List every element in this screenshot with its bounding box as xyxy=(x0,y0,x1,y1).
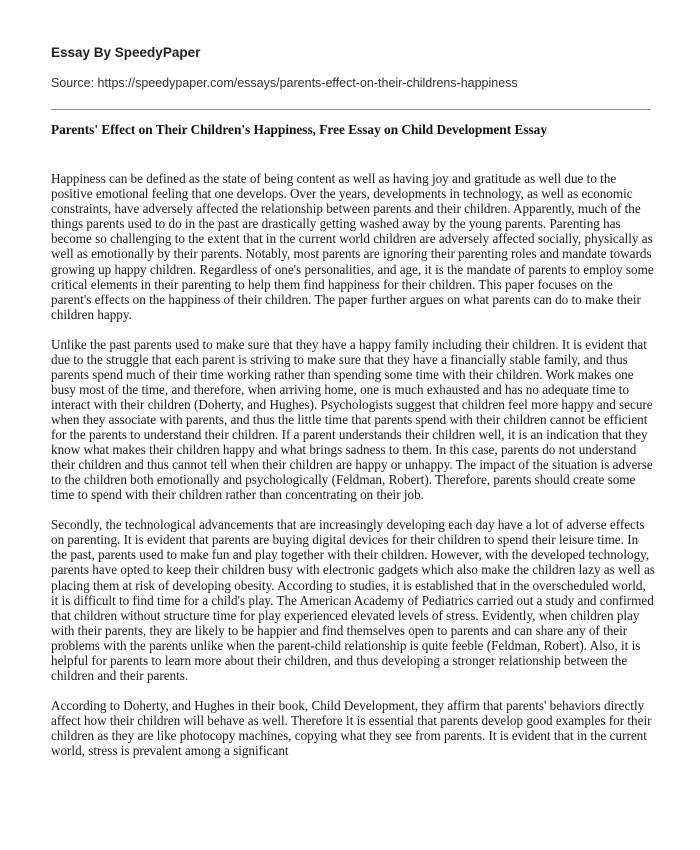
header-divider xyxy=(51,109,651,110)
essay-title: Parents' Effect on Their Children's Happiness, Free Essay on Child Development Essay xyxy=(51,122,547,137)
paragraph-4: According to Doherty, and Hughes in their book, Child Development, they affirm that parents' behaviors directly affect how their children will behave as well. Therefore it is essential that parents develop good examples for their children as they are like photocopy machines, copying what they see from parents. It is evident that in the current world, stress is prevalent among a significant xyxy=(51,697,652,759)
paragraph-3: Secondly, the technological advancements that are increasingly developing each day have a lot of adverse effects on parenting. It is evident that parents are buying digital devices for their children to spend their leisure time. In the past, parents used to make fun and play together with their children. However, with the developed technology, parents have opted to keep their children busy with electronic gadgets which also make the children lazy as well as placing them at risk of developing obesity. According to studies, it is established that in the overscheduled world, it is difficult to find time for a child's play. The American Academy of Pediatrics carried out a study and confirmed that children without structure time for play experienced elevated levels of stress. Evidently, when children play with their parents, they are likely to be happier and find themselves open to parents and can share any of their problems with the parents unlike when the parent-child relationship is quite feeble (Feldman, Robert). Also, it is helpful for parents to learn more about their children, and thus developing a stronger relationship between the children and their parents. xyxy=(51,517,655,684)
brand-heading: Essay By SpeedyPaper xyxy=(51,45,201,60)
paragraph-2: Unlike the past parents used to make sure that they have a happy family including their children. It is evident that due to the struggle that each parent is striving to make sure that they have a financially stable family, and thus parents spend much of their time working rather than spending some time with their children. Work makes one busy most of the time, and therefore, when arriving home, one is much exhausted and has no adequate time to interact with their children (Doherty, and Hughes). Psychologists suggest that children feel more happy and secure when they associate with parents, and thus the little time that parents spend with their children cannot be efficient for the parents to understand their children. If a parent understands their children well, it is an indication that they know what makes their children happy and what brings sadness to them. In this case, parents do not understand their children and thus cannot tell when their children are happy or unhappy. The impact of the situation is adverse to the children both emotionally and psychologically (Feldman, Robert). Therefore, parents should create some time to spend with their children rather than concentrating on their job. xyxy=(51,336,653,503)
source-line: Source: https://speedypaper.com/essays/parents-effect-on-their-childrens-happiness xyxy=(51,76,518,90)
paragraph-1: Happiness can be defined as the state of being content as well as having joy and gratitude as well due to the positive emotional feeling that one develops. Over the years, developments in technology, as well as economic constraints, have adversely affected the relationship between parents and their children. Apparently, much of the things parents used to do in the past are drastically getting washed away by the young parents. Parenting has become so challenging to the extent that in the current world children are adversely affected socially, physically as well as emotionally by their parents. Notably, most parents are ignoring their parenting roles and mandate towards growing up happy children. Regardless of one's personalities, and age, it is the mandate of parents to employ some critical elements in their parenting to help them find happiness for their children. This paper focuses on the parent's effects on the happiness of their children. The paper further argues on what parents can do to make their children happy. xyxy=(51,171,654,322)
essay-body xyxy=(51,171,655,773)
